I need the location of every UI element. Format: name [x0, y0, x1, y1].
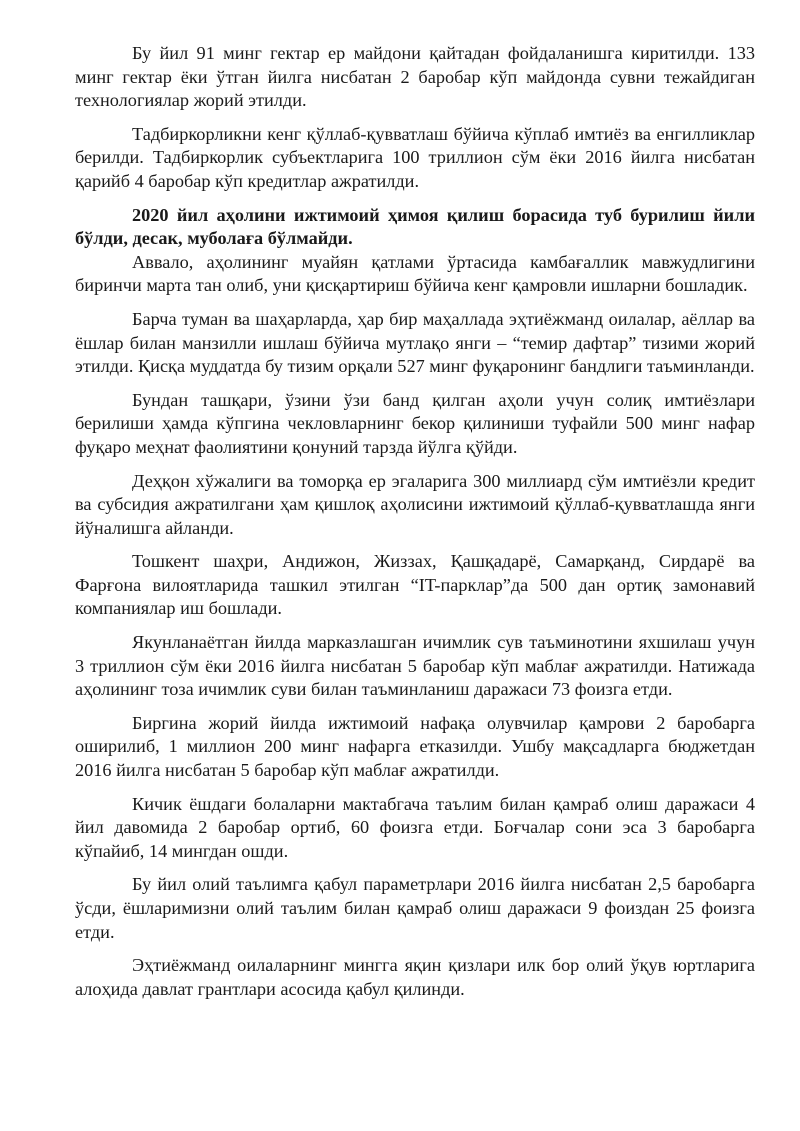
paragraph-farm-credit: Деҳқон хўжалиги ва томорқа ер эгаларига 300 миллиард сўм имтиёзли кредит ва субсидия ажратилгани ҳам қишлоқ аҳолисини ижтимоий қўллаб-қувватлашда янги йўналишга айланди.: [75, 470, 755, 538]
document-page: [75, 42, 755, 1011]
paragraph-higher-education: Бу йил олий таълимга қабул параметрлари 2016 йилга нисбатан 2,5 баробарга ўсди, ёшларимизни олий таълим билан қамраб олиш даражаси 9 фоиздан 25 фоизга етди.: [75, 874, 755, 942]
paragraph-poverty: Аввало, аҳолининг муайян қатлами ўртасида камбағаллик мавжудлигини биринчи марта тан олиб, уни қисқартириш бўйича кенг қамровли ишларни бошладик.: [75, 251, 755, 296]
paragraph-social-allowance: Биргина жорий йилда ижтимоий нафақа олувчилар қамрови 2 баробарга оширилиб, 1 миллион 200 минг нафарга етказилди. Ушбу мақсадларга бюджетдан 2016 йилга нисбатан 5 баробар кўп маблағ ажратилди.: [75, 712, 755, 781]
paragraph-preschool: Кичик ёшдаги болаларни мактабгача таълим билан қамраб олиш даражаси 4 йил давомида 2 баробар ортиб, 60 фоизга етди. Боғчалар сони эса 3 баробарга кўпайиб, 14 мингдан ошди.: [75, 793, 755, 861]
paragraph-it-parks: Тошкент шаҳри, Андижон, Жиззах, Қашқадарё, Самарқанд, Сирдарё ва Фарғона вилоятларида ташкил этилган “IT-парклар”да 500 дан ортиқ замонавий компаниялар иш бошлади.: [75, 551, 755, 619]
paragraph-self-employed: Бундан ташқари, ўзини ўзи банд қилган аҳоли учун солиқ имтиёзлари берилиши ҳамда кўпгина чекловларнинг бекор қилиниши туфайли 500 минг нафар фуқаро меҳнат фаолиятини қонуний тарзда йўлга қўйди.: [75, 389, 755, 457]
paragraph-social-protection-heading: 2020 йил аҳолини ижтимоий ҳимоя қилиш борасида туб бурилиш йили бўлди, десак, муболаға бўлмайди.: [75, 204, 755, 249]
paragraph-land-use: Бу йил 91 минг гектар ер майдони қайтадан фойдаланишга киритилди. 133 минг гектар ёки ўтган йилга нисбатан 2 баробар кўп майдонда сувни тежайдиган технологиялар жорий этилди.: [75, 43, 755, 111]
paragraph-entrepreneurship: Тадбиркорликни кенг қўллаб-қувватлаш бўйича кўплаб имтиёз ва енгилликлар берилди. Тадбиркорлик субъектларига 100 триллион сўм ёки 2016 йилга нисбатан қарийб 4 баробар кўп кредитлар ажратилди.: [75, 123, 755, 191]
paragraph-iron-notebook: Барча туман ва шаҳарларда, ҳар бир маҳаллада эҳтиёжманд оилалар, аёллар ва ёшлар билан манзилли ишлаш бўйича мутлақо янги – “темир дафтар” тизими жорий этилди. Қисқа муддатда бу тизим орқали 527 минг фуқаронинг бандлиги таъминланди.: [75, 308, 755, 377]
paragraph-drinking-water: Якунланаётган йилда марказлашган ичимлик сув таъминотини яхшилаш учун 3 триллион сўм ёки 2016 йилга нисбатан 5 баробар кўп маблағ ажратилди. Натижада аҳолининг тоза ичимлик суви билан таъминланиш даражаси 73 фоизга етди.: [75, 632, 755, 700]
paragraph-state-grants: Эҳтиёжманд оилаларнинг мингга яқин қизлари илк бор олий ўқув юртларига алоҳида давлат грантлари асосида қабул қилинди.: [75, 955, 755, 999]
